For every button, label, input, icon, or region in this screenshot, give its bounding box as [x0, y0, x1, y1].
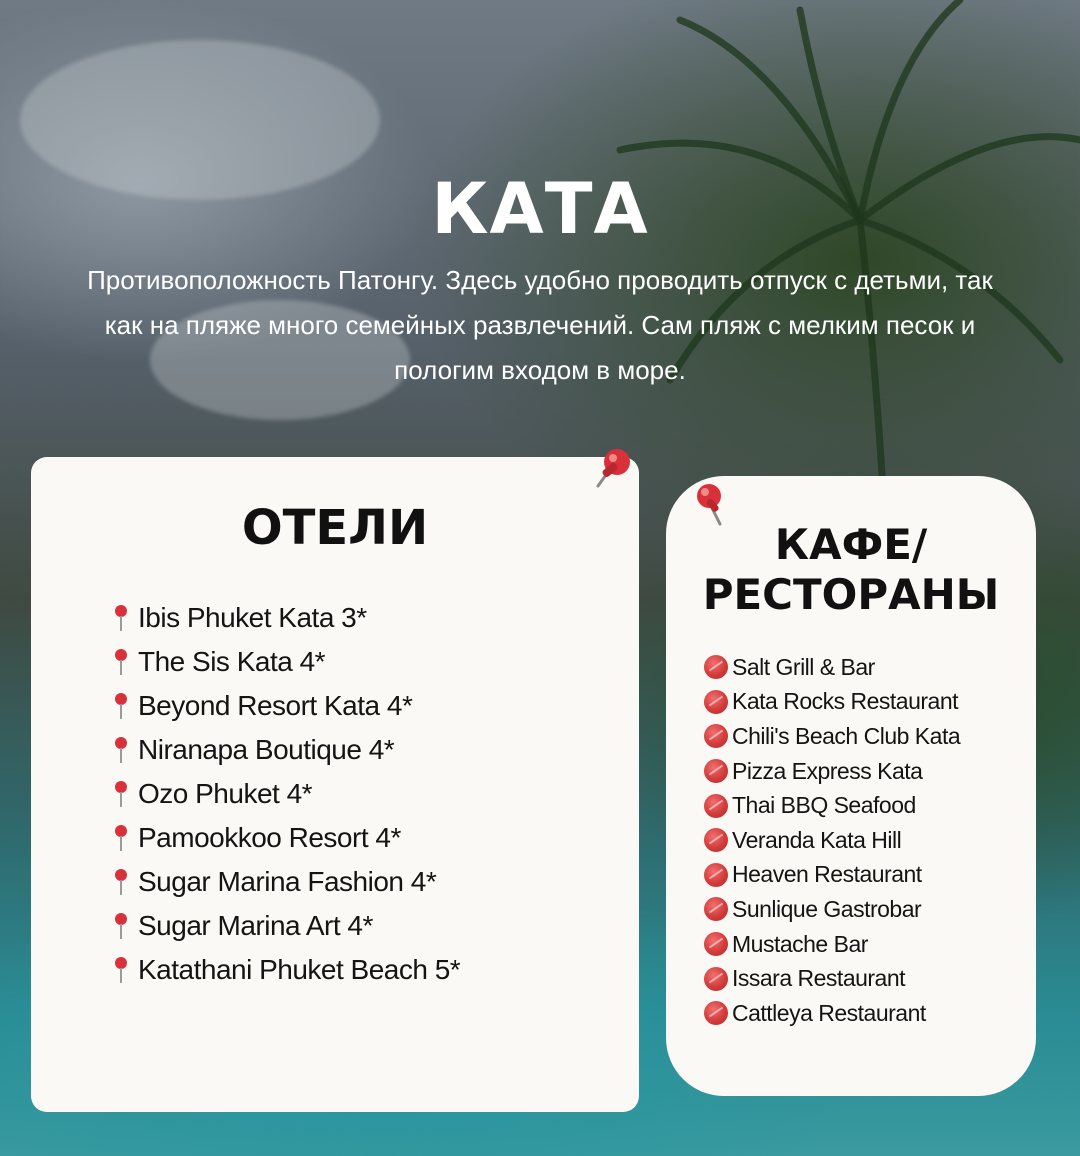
- hotel-list-item: [112, 596, 460, 640]
- red-ball-icon: [704, 897, 728, 921]
- cafe-name: Issara Restaurant: [732, 965, 906, 992]
- cafe-list-item: [704, 996, 960, 1031]
- hotel-name: Ozo Phuket 4*: [138, 778, 313, 809]
- red-ball-icon: [704, 759, 728, 783]
- red-ball-icon: [704, 932, 728, 956]
- hotels-heading: ОТЕЛИ: [241, 500, 429, 556]
- hotel-list-item: [112, 772, 460, 816]
- hotel-list-item: [112, 684, 460, 728]
- cafe-name: Heaven Restaurant: [732, 861, 922, 888]
- hotel-name: Sugar Marina Art 4*: [138, 910, 373, 941]
- red-ball-icon: [704, 724, 728, 748]
- red-ball-icon: [704, 690, 728, 714]
- hotel-name: Katathani Phuket Beach 5*: [138, 954, 461, 985]
- cafe-list-item: [704, 788, 960, 823]
- hotel-name: The Sis Kata 4*: [138, 646, 326, 677]
- cafe-name: Pizza Express Kata: [732, 757, 923, 784]
- cafe-list-item: [704, 961, 960, 996]
- cafe-name: Chili's Beach Club Kata: [732, 722, 961, 749]
- hotel-list: [112, 596, 460, 992]
- hotel-list-item: [112, 948, 460, 992]
- red-ball-icon: [704, 655, 728, 679]
- cafe-list-item: [704, 719, 960, 754]
- cafes-heading: [666, 520, 1036, 620]
- cafe-list: [704, 650, 960, 1031]
- cafe-list-item: [704, 823, 960, 858]
- hotel-list-item: [112, 816, 460, 860]
- cafe-list-item: [704, 892, 960, 927]
- round-pushpin-icon: [112, 735, 130, 765]
- round-pushpin-icon: [112, 823, 130, 853]
- round-pushpin-icon: [112, 603, 130, 633]
- cafe-name: Mustache Bar: [732, 930, 868, 957]
- hotel-name: Pamookkoo Resort 4*: [138, 822, 401, 853]
- red-ball-icon: [704, 828, 728, 852]
- cafes-heading-line1: КАФЕ/: [774, 520, 928, 569]
- cafe-name: Thai BBQ Seafood: [732, 792, 916, 819]
- pushpin-icon: [584, 442, 638, 496]
- round-pushpin-icon: [112, 647, 130, 677]
- cafe-name: Veranda Kata Hill: [732, 826, 902, 853]
- cafe-list-item: [704, 685, 960, 720]
- round-pushpin-icon: [112, 955, 130, 985]
- cafes-heading-line2: РЕСТОРАНЫ: [702, 570, 1000, 619]
- round-pushpin-icon: [112, 867, 130, 897]
- cafe-name: Salt Grill & Bar: [732, 653, 875, 680]
- red-ball-icon: [704, 1001, 728, 1025]
- hotel-list-item: [112, 640, 460, 684]
- round-pushpin-icon: [112, 779, 130, 809]
- hotel-list-item: [112, 904, 460, 948]
- cafe-list-item: [704, 754, 960, 789]
- hotel-list-item: [112, 860, 460, 904]
- hotel-list-item: [112, 728, 460, 772]
- cafe-list-item: [704, 858, 960, 893]
- red-ball-icon: [704, 794, 728, 818]
- cafe-list-item: [704, 650, 960, 685]
- red-ball-icon: [704, 863, 728, 887]
- round-pushpin-icon: [112, 911, 130, 941]
- cafe-name: Kata Rocks Restaurant: [732, 688, 959, 715]
- hotel-name: Sugar Marina Fashion 4*: [138, 866, 437, 897]
- hotel-name: Ibis Phuket Kata 3*: [138, 602, 367, 633]
- cafe-list-item: [704, 927, 960, 962]
- round-pushpin-icon: [112, 691, 130, 721]
- cafe-name: Sunlique Gastrobar: [732, 895, 922, 922]
- page-title: КАТА: [431, 168, 649, 250]
- red-ball-icon: [704, 967, 728, 991]
- page-description: Противоположность Патонгу. Здесь удобно проводить отпуск с детьми, так как на пляже много семейных развлечений. Сам пляж с мелким песок и пологим входом в море.: [87, 265, 993, 385]
- cafe-name: Cattleya Restaurant: [732, 999, 926, 1026]
- hotel-name: Beyond Resort Kata 4*: [138, 690, 413, 721]
- pushpin-icon: [692, 480, 738, 530]
- hotel-name: Niranapa Boutique 4*: [138, 734, 395, 765]
